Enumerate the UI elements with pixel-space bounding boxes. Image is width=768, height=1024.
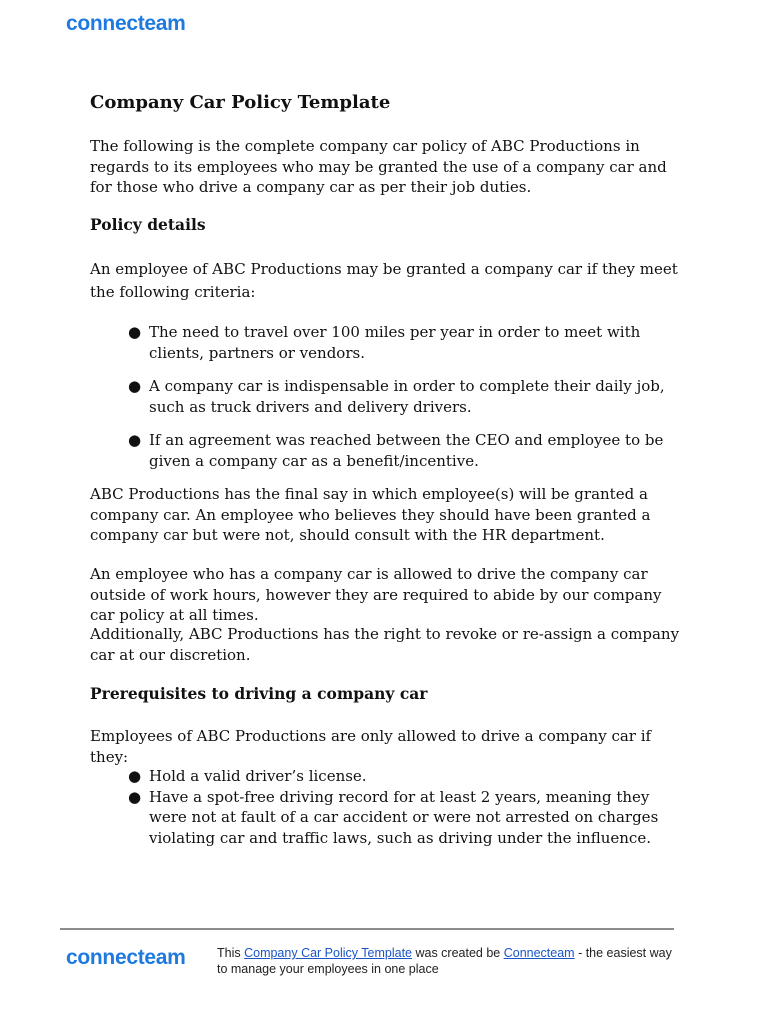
criteria-intro: An employee of ABC Productions may be granted a company car if they meet the following criteria: <box>90 260 678 301</box>
outside-hours-paragraph: An employee who has a company car is allowed to drive the company car outside of work hours, however they are required to abide by our company car policy at all times. <box>90 565 662 624</box>
list-item <box>90 430 680 471</box>
bullet-icon: ● <box>128 431 142 449</box>
criteria-list <box>90 322 680 471</box>
prerequisites-intro: Employees of ABC Productions are only allowed to drive a company car if they: <box>90 727 652 766</box>
bullet-icon: ● <box>128 767 142 785</box>
list-item-text: Have a spot-free driving record for at least 2 years, meaning they were not at fault of a car accident or were not arrested on charges violating car and traffic laws, such as driving under the influence. <box>149 787 659 847</box>
list-item <box>90 766 680 787</box>
footer-text-prefix: This <box>217 946 245 960</box>
footer-divider <box>60 928 674 930</box>
prerequisites-heading: Prerequisites to driving a company car <box>90 684 428 703</box>
intro-paragraph: The following is the complete company car policy of ABC Productions in regards to its employees who may be granted the use of a company car and for those who drive a company car as per their job duties. <box>90 137 667 196</box>
list-item-text: If an agreement was reached between the CEO and employee to be given a company car as a benefit/incentive. <box>149 431 664 470</box>
list-item-text: The need to travel over 100 miles per year in order to meet with clients, partners or vendors. <box>149 323 641 362</box>
policy-details-heading: Policy details <box>90 215 206 234</box>
bullet-icon: ● <box>128 787 142 806</box>
template-link[interactable]: Company Car Policy Template <box>244 946 412 960</box>
bullet-icon: ● <box>128 323 142 341</box>
list-item-text: Hold a valid driver’s license. <box>149 767 367 785</box>
list-item <box>90 322 680 363</box>
list-item <box>90 376 680 417</box>
document-title: Company Car Policy Template <box>90 92 391 113</box>
footer-text-suffix: - the easiest way to manage your employees in one place <box>217 946 672 976</box>
final-say-paragraph: ABC Productions has the final say in which employee(s) will be granted a company car. An employee who believes they should have been granted a company car but were not, should consult with the HR department. <box>90 485 651 544</box>
connecteam-logo-footer: connecteam <box>66 946 186 969</box>
footer-note <box>217 945 677 977</box>
connecteam-logo: connecteam <box>66 12 186 35</box>
list-item <box>90 787 680 849</box>
bullet-icon: ● <box>128 377 142 395</box>
list-item-text: A company car is indispensable in order to complete their daily job, such as truck drivers and delivery drivers. <box>149 377 665 416</box>
connecteam-link[interactable]: Connecteam <box>503 946 575 960</box>
revoke-paragraph: Additionally, ABC Productions has the right to revoke or re-assign a company car at our discretion. <box>90 625 680 664</box>
prerequisites-list <box>90 766 680 848</box>
footer-text-middle: was created be <box>412 946 504 960</box>
